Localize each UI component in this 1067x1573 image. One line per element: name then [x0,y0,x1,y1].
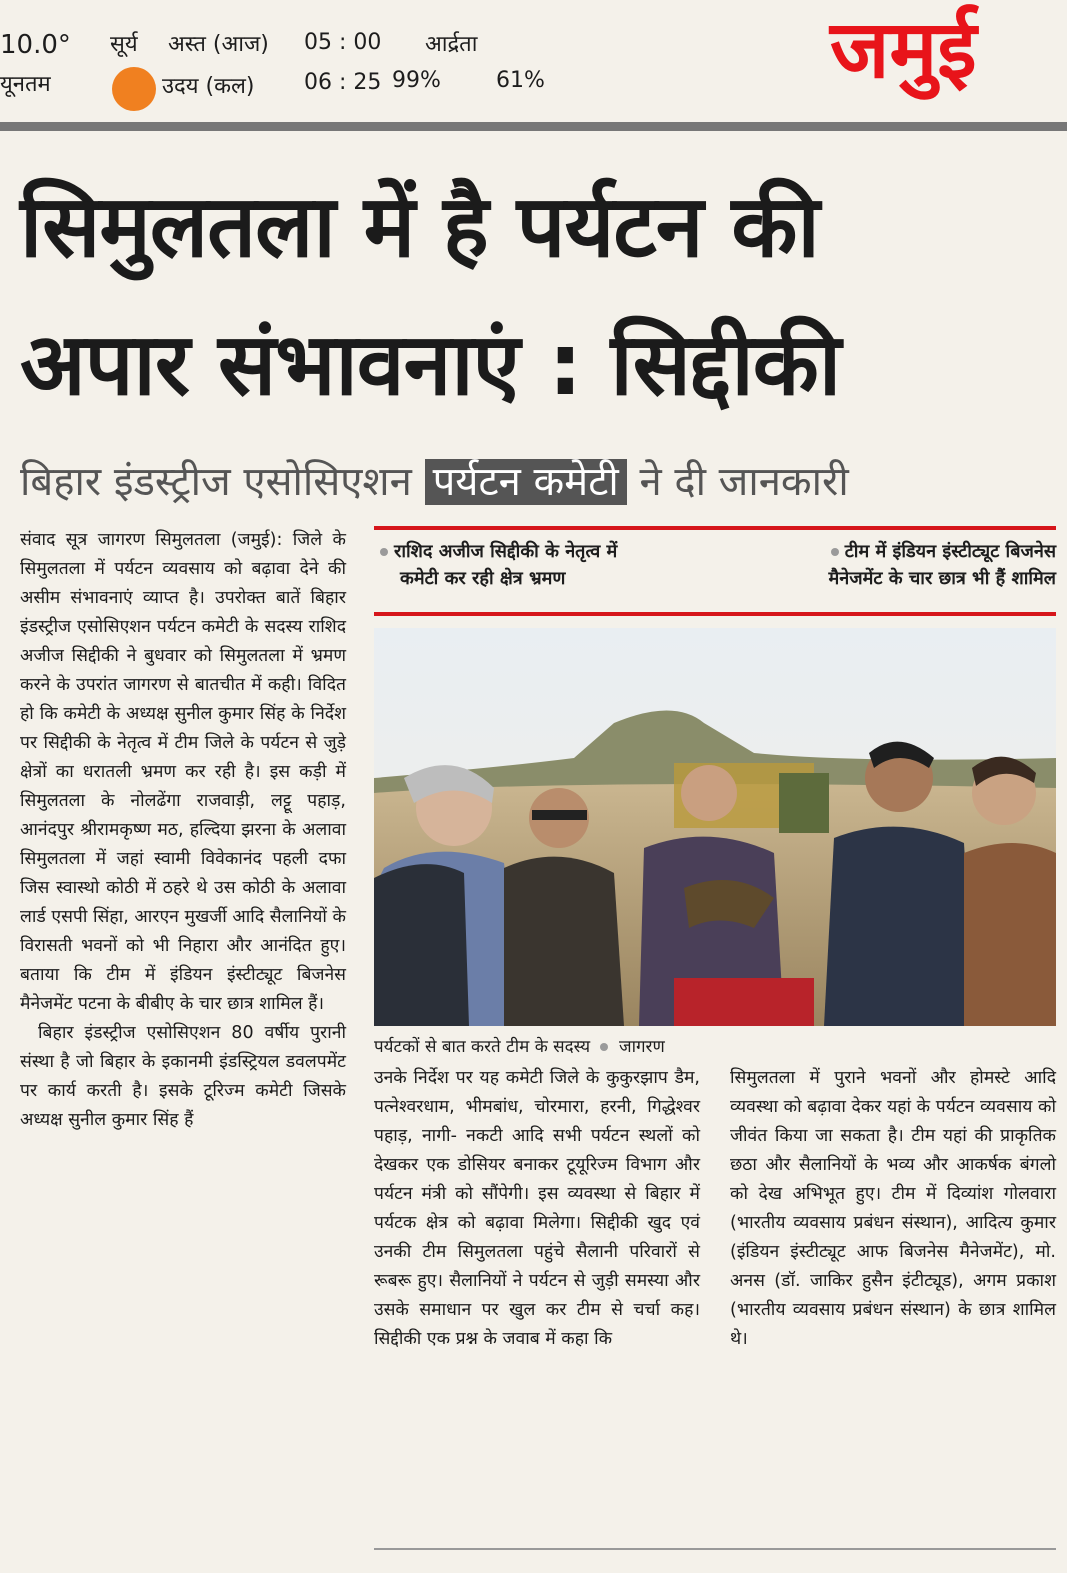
column-2-paragraph: उनके निर्देश पर यह कमेटी जिले के कुकुरझाप डैम, पत्नेश्वरधाम, भीमबांध, चोरमारा, हरनी, गिद्धेश्वर पहाड़, नागी- नकटी आदि सभी पर्यटन स्थलों को देखकर एक डोसियर बनाकर टूयूरिज्म विभाग और पर्यटन मंत्री को सौंपेगी। इस व्यवस्था से बिहार में पर्यटक क्षेत्र को बढ़ावा मिलेगा। सिद्दीकी खुद एवं उनकी टीम सिमुलतला पहुंचे सैलानी परिवारों से रूबरू हुए। सैलानियों ने पर्यटन से जुड़ी समस्या और उसके समाधान पर खुल कर टीम से चर्चा कह। सिद्दीकी एक प्रश्न के जवाब में कहा कि [374,1068,700,1349]
caption-text: पर्यटकों से बात करते टीम के सदस्य [374,1037,591,1057]
article-column-2 [374,1064,700,1354]
subheadline [20,452,849,507]
highlight-right-line-2: मैनेजमेंट के चार छात्र भी हैं शामिल [828,568,1056,589]
highlight-bottom-rule [374,612,1056,616]
highlight-left-line-1: राशिद अजीज सिद्दीकी के नेतृत्व में [394,541,618,562]
sunset-time: 05 : 00 [304,30,382,55]
humidity-min: 61% [496,68,545,93]
bullet-icon [600,1043,608,1051]
highlight-right [734,538,1056,592]
column-1-paragraph-1: संवाद सूत्र जागरण सिमुलतला (जमुई): जिले के सिमुलतला में पर्यटन व्यवसाय को बढ़ावा देने की असीम संभावनाएं व्याप्त है। उपरोक्त बातें बिहार इंडस्ट्रीज एसोसिएशन पर्यटन कमेटी के सदस्य राशिद अजीज सिद्दीकी ने बुधवार को सिमुलतला में भ्रमण करने के उपरांत जागरण से बातचीत में कही। विदित हो कि कमेटी के अध्यक्ष सुनील कुमार सिंह के निर्देश पर सिद्दीकी के नेतृत्व में टीम जिले के पर्यटन से जुड़े क्षेत्रों का धरातली भ्रमण कर रही है। इस कड़ी में सिमुलतला के नोलढेंगा राजवाड़ी, लट्टू पहाड़, आनंदपुर श्रीरामकृष्ण मठ, हल्दिया झरना के अलावा सिमुलतला में जहां स्वामी विवेकानंद पहली दफा जिस स्वास्थो कोठी में ठहरे थे उस कोठी के अलावा लार्ड एसपी सिंहा, आरएन मुखर्जी आदि सैलानियों के विरासती भवनों को भी निहारा और आनंदित हुए। बताया कि टीम में इंडियन इंस्टीट्यूट बिजनेस मैनेजमेंट पटना के बीबीए के चार छात्र शामिल हैं। [20,530,346,1014]
sunrise-label: उदय (कल) [162,74,255,99]
temperature-label: यूनतम [0,72,51,97]
headline-line-2: अपार संभावनाएं : सिद्दीकी [20,315,841,415]
bottom-divider [374,1548,1056,1550]
article-column-3 [730,1064,1056,1354]
news-photo [374,628,1056,1026]
sun-icon [112,67,156,111]
highlight-left [380,538,710,592]
subhead-tag: पर्यटन कमेटी [425,459,627,505]
column-1-paragraph-2: बिहार इंडस्ट्रीज एसोसिएशन 80 वर्षीय पुरानी संस्था है जो बिहार के इकानमी इंडस्ट्रियल डवलपमेंट पर कार्य करती है। इसके टूरिज्म कमेटी जिसके अध्यक्ष सुनील कुमार सिंह हैं [20,1023,346,1130]
highlight-left-line-2: कमेटी कर रही क्षेत्र भ्रमण [400,568,566,589]
humidity-label: आर्द्रता [425,32,478,57]
weather-panel [0,0,560,118]
column-3-paragraph: सिमुलतला में पुराने भवनों और होमस्टे आदि व्यवस्था को बढ़ावा देकर यहां के पर्यटन व्यवसाय को जीवंत किया जा सकता है। टीम यहां की प्राकृतिक छठा और सैलानियों के भव्य और आकर्षक बंगलो को देख अभिभूत हुए। टीम में दिव्यांश गोलवारा (भारतीय व्यवसाय प्रबंधन संस्थान), आदित्य कुमार (इंडियन इंस्टीट्यूट आफ बिजनेस मैनेजमेंट), मो. अनस (डॉ. जाकिर हुसैन इंटीट्यूड), अगम प्रकाश (भारतीय व्यवसाय प्रबंधन संस्थान) के छात्र शामिल थे। [730,1068,1056,1349]
highlight-right-line-1: टीम में इंडियन इंस्टीट्यूट बिजनेस [844,541,1056,562]
top-divider [0,122,1067,131]
masthead-district: जमुई [830,3,977,96]
photo-caption [374,1034,665,1057]
humidity-max: 99% [392,68,441,93]
bullet-icon [831,548,839,556]
temperature: 10.0° [0,30,71,60]
article-column-1 [20,526,346,1135]
headline-line-1: सिमुलतला में है पर्यटन की [20,177,819,277]
bullet-icon [380,548,388,556]
highlight-top-rule [374,526,1056,530]
subhead-post: ने दी जानकारी [639,459,849,505]
subhead-pre: बिहार इंडस्ट्रीज एसोसिएशन [20,459,412,505]
photo-scene [374,628,1056,1026]
sun-label: सूर्य [110,32,138,57]
caption-credit: जागरण [618,1037,665,1057]
sunset-label: अस्त (आज) [168,32,269,57]
sunrise-time: 06 : 25 [304,70,382,95]
